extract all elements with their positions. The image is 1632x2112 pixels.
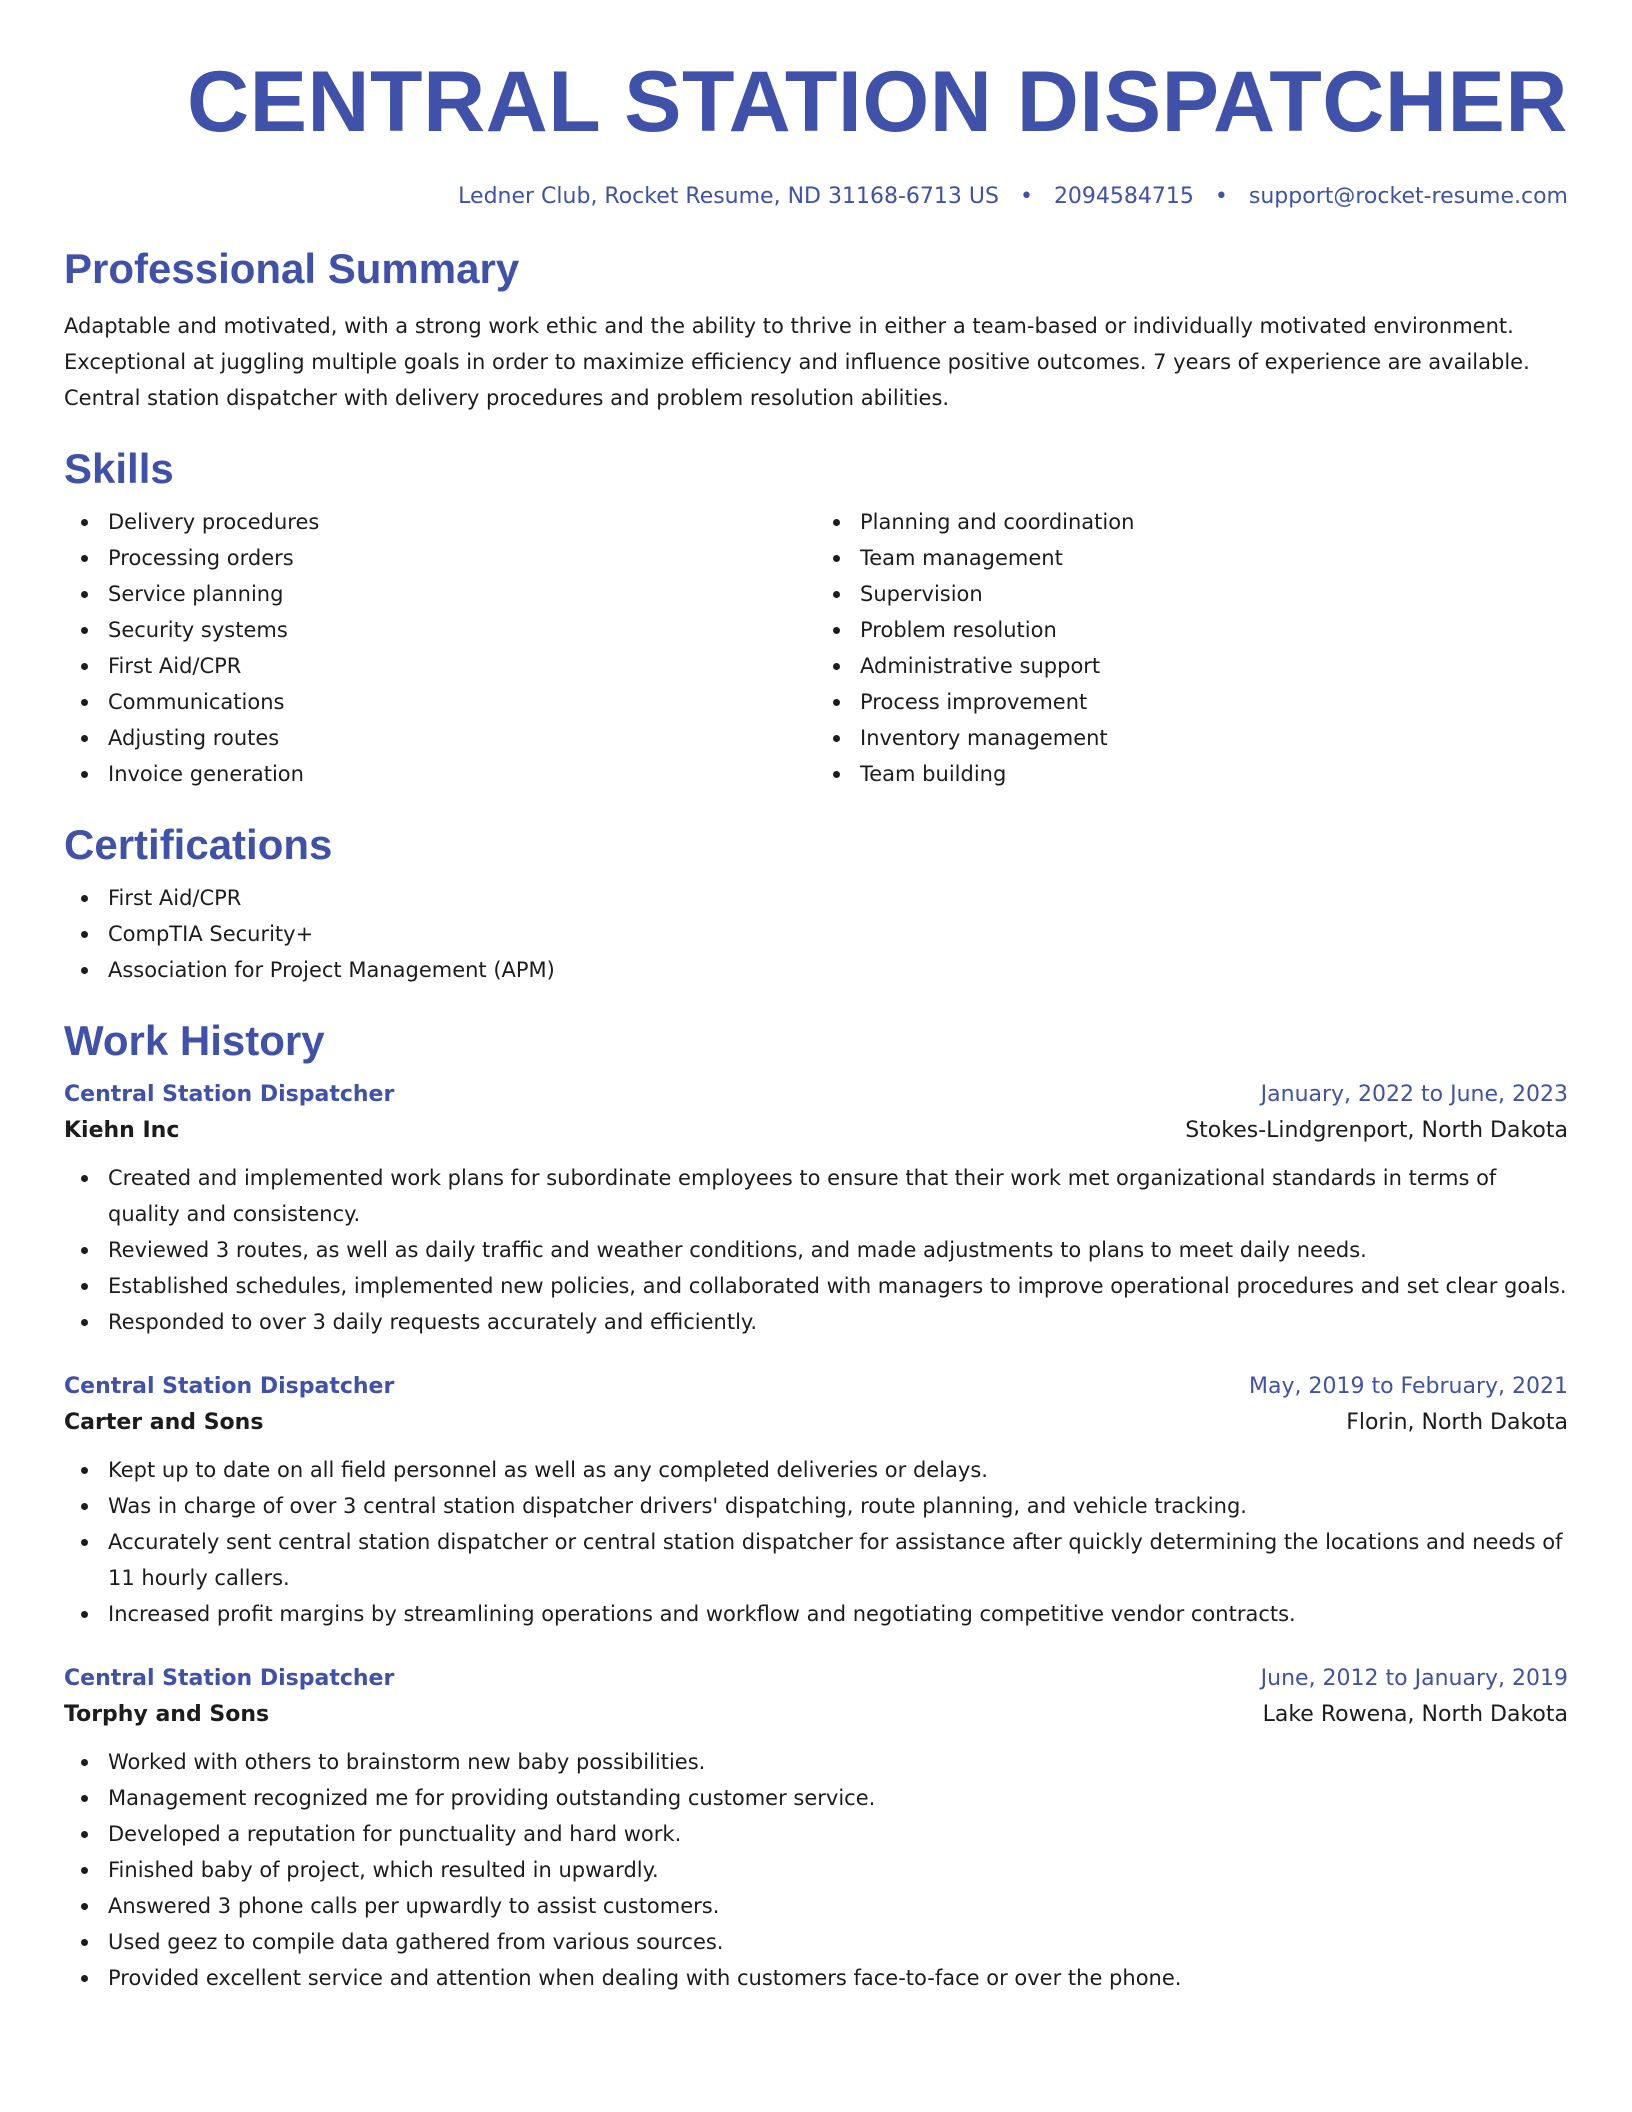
- contact-address: Ledner Club, Rocket Resume, ND 31168-6713 US: [458, 184, 999, 209]
- contact-phone: 2094584715: [1053, 184, 1194, 209]
- job-dates: May, 2019 to February, 2021: [1249, 1374, 1568, 1399]
- skills-list-right: [816, 504, 1568, 792]
- job-title: Central Station Dispatcher: [64, 1082, 395, 1107]
- job-bullets: [64, 1160, 1568, 1340]
- job-location: Florin, North Dakota: [1346, 1410, 1568, 1435]
- job-title: Central Station Dispatcher: [64, 1374, 395, 1399]
- job-dates: January, 2022 to June, 2023: [1260, 1082, 1568, 1107]
- job-company-row: [64, 1696, 1568, 1734]
- job-location: Stokes-Lindgrenport, North Dakota: [1185, 1118, 1568, 1143]
- job-title-row: [64, 1662, 1568, 1696]
- job-company: Torphy and Sons: [64, 1702, 270, 1727]
- certification-item: CompTIA Security+: [108, 916, 1568, 952]
- skill-item: Communications: [108, 684, 816, 720]
- job-bullet: Finished baby of project, which resulted in upwardly.: [108, 1852, 1568, 1888]
- summary-heading: Professional Summary: [64, 245, 520, 292]
- skill-item: Supervision: [860, 576, 1568, 612]
- job-dates: June, 2012 to January, 2019: [1260, 1666, 1568, 1691]
- job-bullet: Increased profit margins by streamlining operations and workflow and negotiating competitive vendor contracts.: [108, 1596, 1568, 1632]
- skill-item: Planning and coordination: [860, 504, 1568, 540]
- job-bullet: Created and implemented work plans for subordinate employees to ensure that their work met organizational standards in terms of quality and consistency.: [108, 1160, 1568, 1232]
- job-location: Lake Rowena, North Dakota: [1262, 1702, 1568, 1727]
- summary-text: Adaptable and motivated, with a strong work ethic and the ability to thrive in either a team-based or individually motivated environment. Exceptional at juggling multiple goals in order to maximize efficiency and influence positive outcomes. 7 years of experience are available. Central station dispatcher with delivery procedures and problem resolution abilities.: [64, 314, 1530, 410]
- contact-separator: •: [1019, 184, 1033, 209]
- job-company: Carter and Sons: [64, 1410, 264, 1435]
- certifications-list: [64, 880, 1568, 988]
- job-bullet: Was in charge of over 3 central station dispatcher drivers' dispatching, route planning, and vehicle tracking.: [108, 1488, 1568, 1524]
- job-bullet: Kept up to date on all field personnel as well as any completed deliveries or delays.: [108, 1452, 1568, 1488]
- skill-item: Security systems: [108, 612, 816, 648]
- job-bullet: Established schedules, implemented new policies, and collaborated with managers to improve operational procedures and set clear goals.: [108, 1268, 1568, 1304]
- job-bullet: Management recognized me for providing outstanding customer service.: [108, 1780, 1568, 1816]
- job-bullet: Used geez to compile data gathered from various sources.: [108, 1924, 1568, 1960]
- work-history-heading: Work History: [64, 1017, 325, 1064]
- job-company: Kiehn Inc: [64, 1118, 180, 1143]
- job-title-row: [64, 1370, 1568, 1404]
- skill-item: Adjusting routes: [108, 720, 816, 756]
- job-bullet: Responded to over 3 daily requests accurately and efficiently.: [108, 1304, 1568, 1340]
- job-company-row: [64, 1404, 1568, 1442]
- skills-columns: [64, 504, 1568, 792]
- job-bullets: [64, 1452, 1568, 1632]
- certification-item: First Aid/CPR: [108, 880, 1568, 916]
- skill-item: First Aid/CPR: [108, 648, 816, 684]
- contact-email: support@rocket-resume.com: [1248, 184, 1568, 209]
- skill-item: Delivery procedures: [108, 504, 816, 540]
- job-bullet: Worked with others to brainstorm new baby possibilities.: [108, 1744, 1568, 1780]
- job-bullet: Developed a reputation for punctuality and hard work.: [108, 1816, 1568, 1852]
- skill-item: Problem resolution: [860, 612, 1568, 648]
- resume-name: CENTRAL STATION DISPATCHER: [186, 54, 1568, 150]
- skills-heading: Skills: [64, 445, 174, 492]
- skills-list-left: [64, 504, 816, 792]
- job-title: Central Station Dispatcher: [64, 1666, 395, 1691]
- skill-item: Team management: [860, 540, 1568, 576]
- job-bullet: Provided excellent service and attention when dealing with customers face-to-face or over the phone.: [108, 1960, 1568, 1996]
- contact-line: [64, 182, 1568, 212]
- contact-separator: •: [1214, 184, 1228, 209]
- job-entry: [64, 1078, 1568, 1340]
- certifications-heading: Certifications: [64, 821, 333, 868]
- skill-item: Administrative support: [860, 648, 1568, 684]
- job-bullets: [64, 1744, 1568, 1996]
- skill-item: Invoice generation: [108, 756, 816, 792]
- skill-item: Inventory management: [860, 720, 1568, 756]
- job-entry: [64, 1662, 1568, 1996]
- job-bullet: Accurately sent central station dispatcher or central station dispatcher for assistance after quickly determining the locations and needs of 11 hourly callers.: [108, 1524, 1568, 1596]
- skill-item: Processing orders: [108, 540, 816, 576]
- skill-item: Team building: [860, 756, 1568, 792]
- certification-item: Association for Project Management (APM): [108, 952, 1568, 988]
- job-bullet: Reviewed 3 routes, as well as daily traffic and weather conditions, and made adjustments to plans to meet daily needs.: [108, 1232, 1568, 1268]
- job-company-row: [64, 1112, 1568, 1150]
- job-entry: [64, 1370, 1568, 1632]
- job-title-row: [64, 1078, 1568, 1112]
- job-bullet: Answered 3 phone calls per upwardly to assist customers.: [108, 1888, 1568, 1924]
- skill-item: Process improvement: [860, 684, 1568, 720]
- skill-item: Service planning: [108, 576, 816, 612]
